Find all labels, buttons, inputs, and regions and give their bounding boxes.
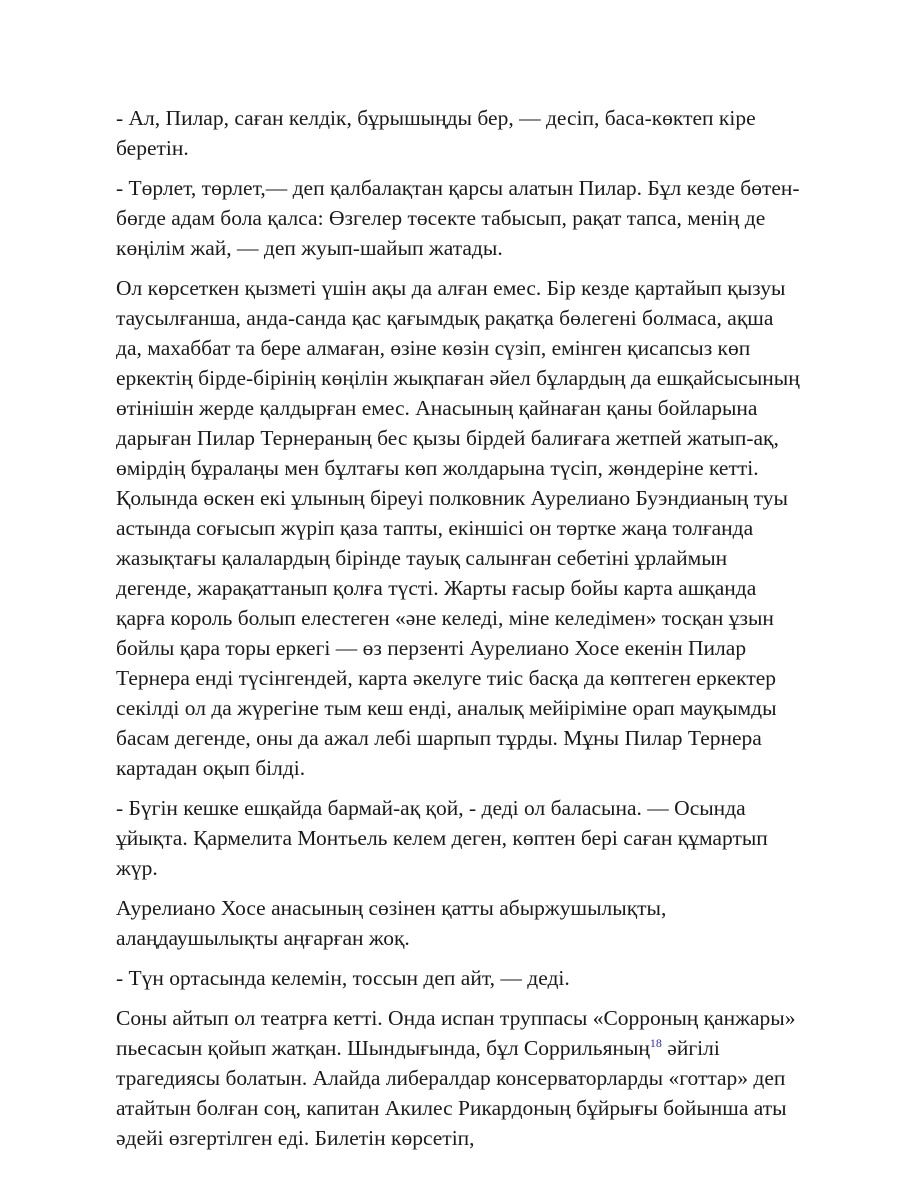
paragraph-7-text-start: Соны айтып ол театрға кетті. Онда испан труппасы «Сорроның қанжары» пьесасын қойып жатқан. Шындығында, бұл Соррильяның — [116, 1006, 796, 1060]
footnote-reference-link[interactable]: 18 — [649, 1036, 662, 1050]
paragraph-7-text-end: әйгілі трагедиясы болатын. Алайда либералдар консерваторларды «готтар» деп атайтын болған соң, капитан Акилес Рикардоның бұйрығы бойынша аты әдейі өзгертілген еді. Билетін көрсетіп, — [116, 1036, 787, 1150]
paragraph-2: - Төрлет, төрлет,— деп қалбалақтан қарсы алатын Пилар. Бұл кезде бөтен-бөгде адам бола қалса: Өзгелер төсекте табысып, рақат тапса, менің де көңілім жай, — деп жуып-шайып жатады. — [116, 176, 800, 260]
paragraph-4: - Бүгін кешке ешқайда бармай-ақ қой, - деді ол баласына. — Осында ұйықта. Қармелита Монтьель келем деген, көптен бері саған құмартып жүр. — [116, 796, 768, 880]
paragraph-6: - Түн ортасында келемін, тоссын деп айт, — деді. — [116, 966, 570, 990]
paragraph-3: Ол көрсеткен қызметі үшін ақы да алған емес. Бір кезде қартайып қызуы таусылғанша, анда-санда қас қағымдық рақатқа бөлегені болмаса, ақша да, махаббат та бере алмаған, өзіне көзін сүзіп, емінген қисапсыз көп еркектің бірде-бірінің көңілін жықпаған әйел бұлардың да ешқайсысының өтінішін жерде қалдырған емес. Анасының қайнаған қаны бойларына дарыған Пилар Тернераның бес қызы бірдей балиғаға жетпей жатып-ақ, өмірдің бұралаңы мен бұлтағы көп жолдарына түсіп, жөндеріне кетті. Қолында өскен екі ұлының біреуі полковник Аурелиано Буэндианың туы астында соғысып жүріп қаза тапты, екіншісі он төртке жаңа толғанда жазықтағы қалалардың бірінде тауық салынған себетіні ұрлаймын дегенде, жарақаттанып қолға түсті. Жарты ғасыр бойы карта ашқанда қарға король болып елестеген «әне келеді, міне келедімен» тосқан ұзын бойлы қара торы еркегі — өз перзенті Аурелиано Хосе екенін Пилар Тернера енді түсінгендей, карта әкелуге тиіс басқа да көптеген еркектер секілді ол да жүрегіне тым кеш енді, аналық мейіріміне орап мауқымды басам дегенде, оны да ажал лебі шарпып тұрды. Мұны Пилар Тернера картадан оқып білді. — [116, 276, 800, 780]
paragraph-5: Аурелиано Хосе анасының сөзінен қатты абыржушылықты, алаңдаушылықты аңғарған жоқ. — [116, 896, 667, 950]
paragraph-1: - Ал, Пилар, саған келдік, бұрышыңды бер, — десіп, баса-көктеп кіре беретін. — [116, 106, 756, 160]
paragraph-7 — [116, 1003, 802, 1153]
document-page — [116, 103, 802, 1163]
